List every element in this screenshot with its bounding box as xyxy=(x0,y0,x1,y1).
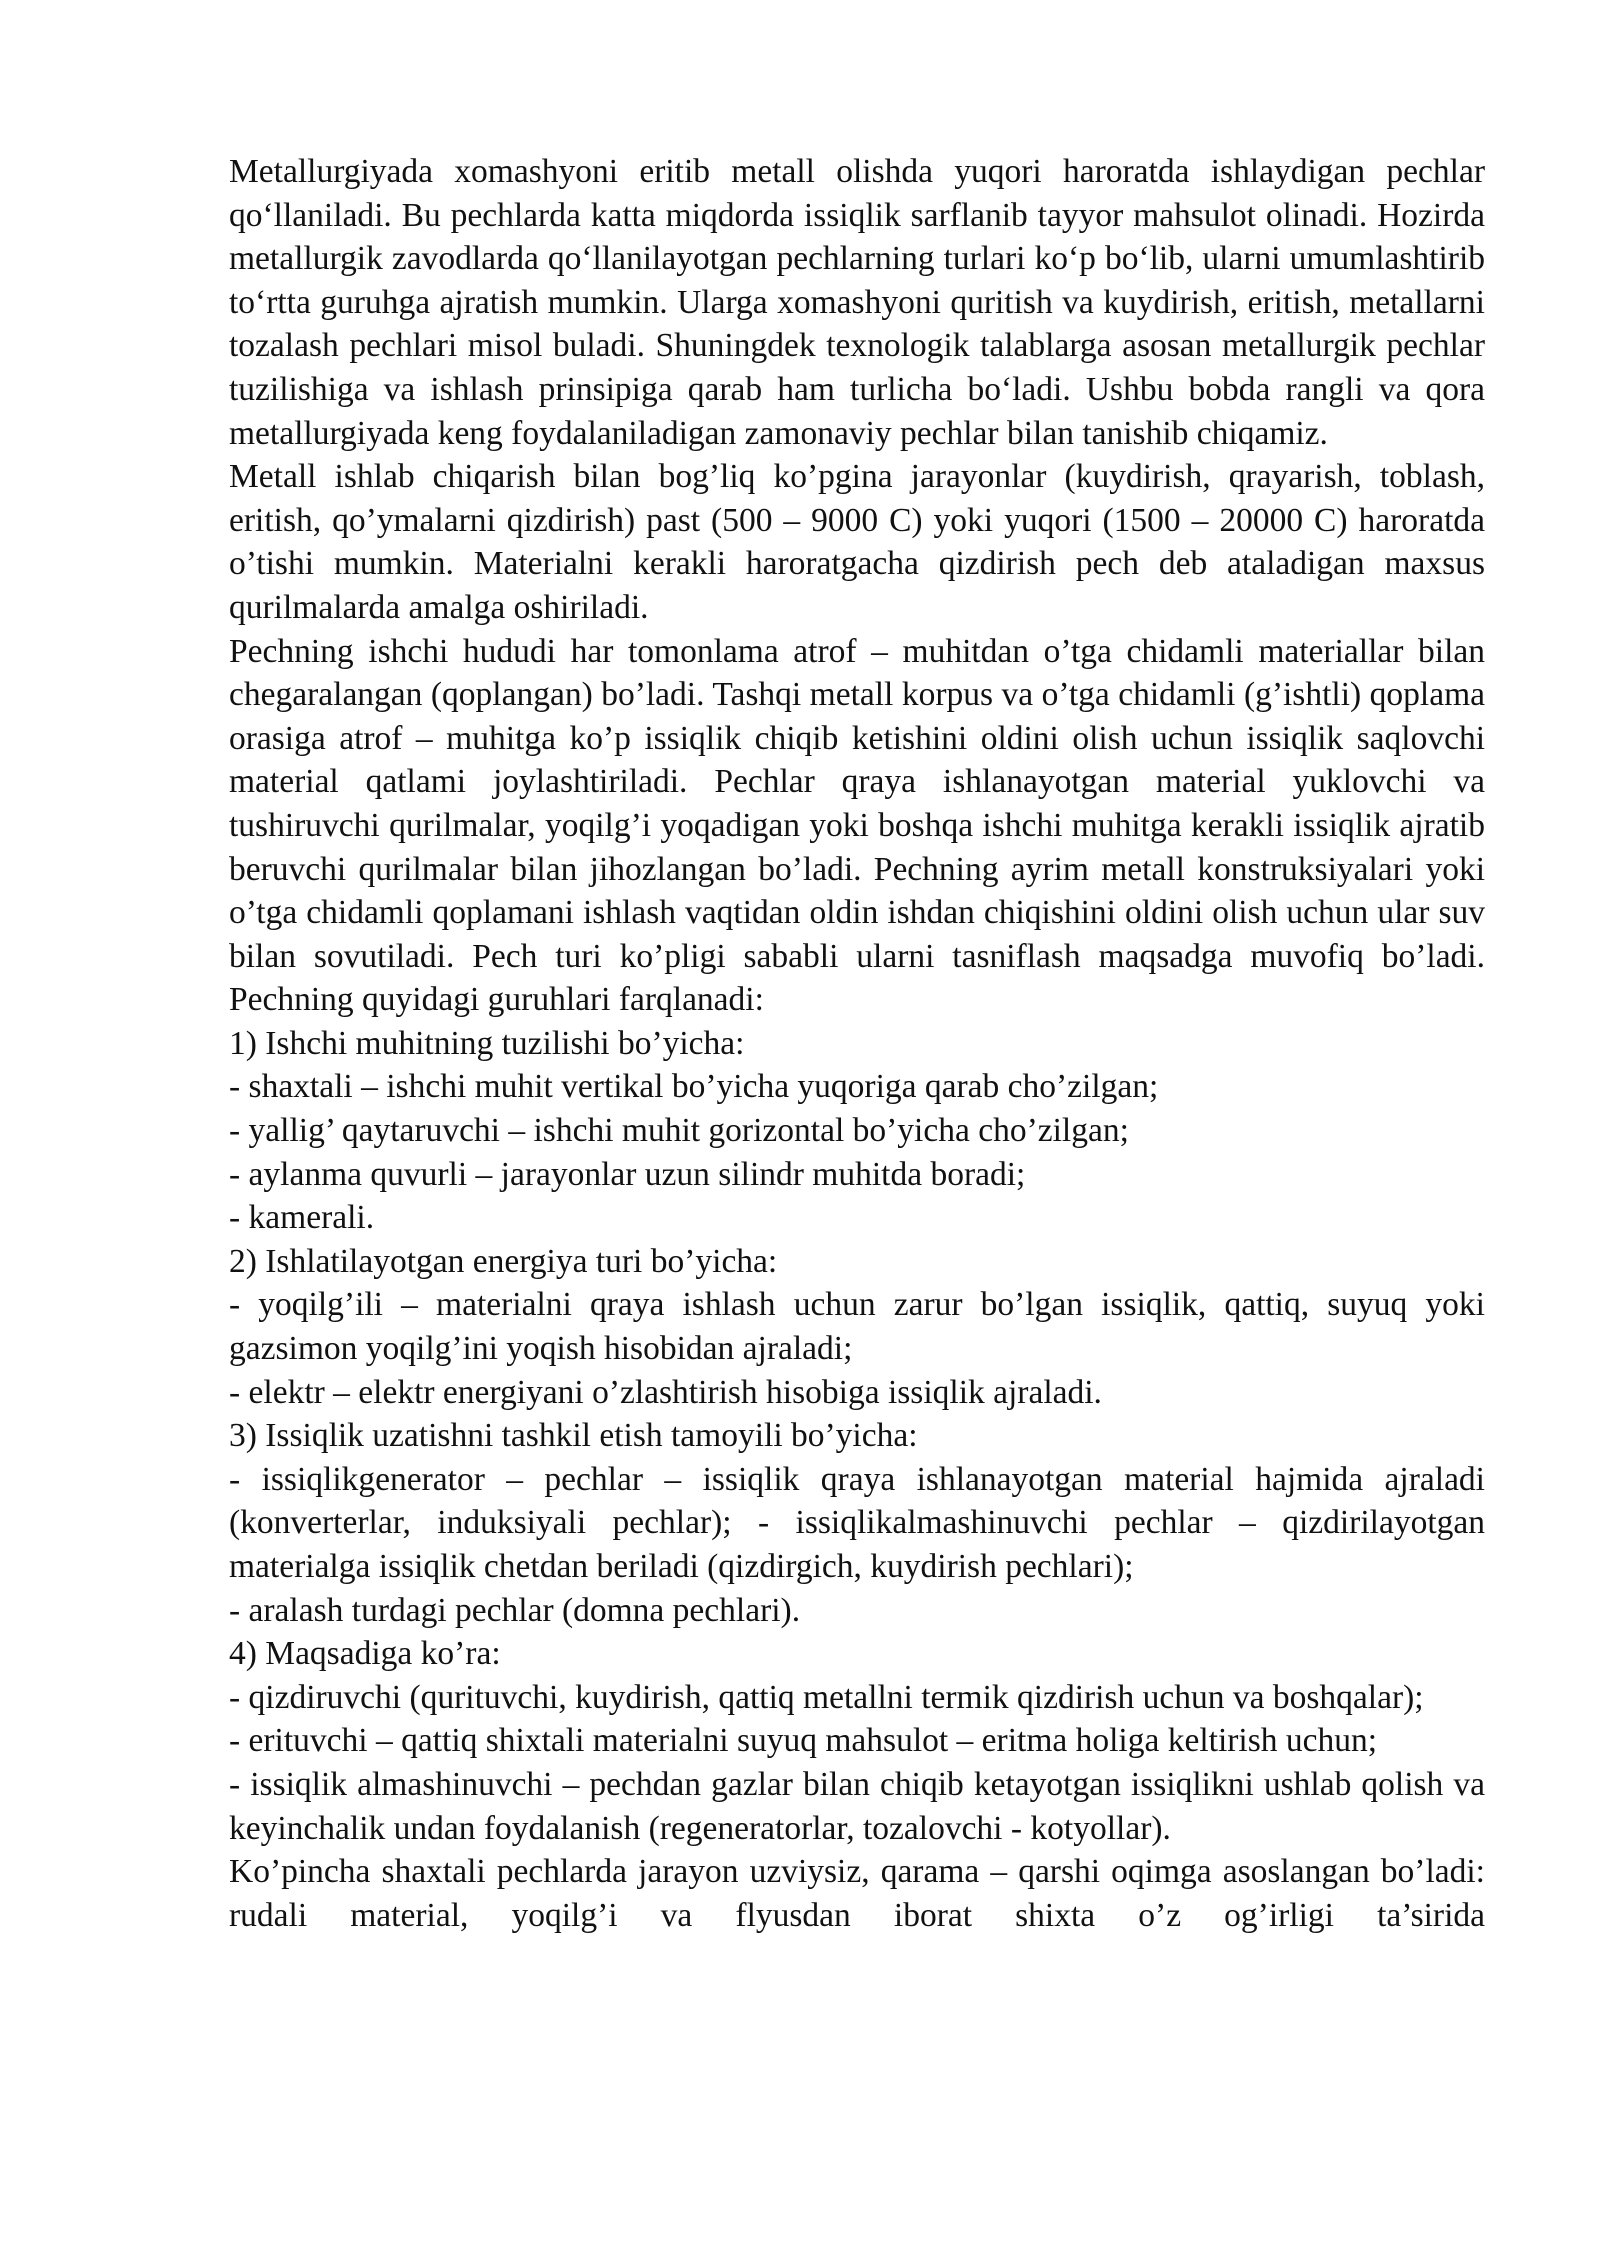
list-item: - elektr – elektr energiyani o’zlashtirish hisobiga issiqlik ajraladi. xyxy=(229,1373,1102,1411)
paragraph-temperature: Metall ishlab chiqarish bilan bog’liq ko’pgina jarayonlar (kuydirish, qrayarish, toblash, eritish, qo’ymalarni qizdirish) past (500 – 9000 C) yoki yuqori (1500 – 20000 C) haroratda o’tishi mumkin. Materialni kerakli haroratgacha qizdirish pech deb ataladigan maxsus qurilmalarda amalga oshiriladi. xyxy=(229,458,1485,626)
list-heading-structure: 1) Ishchi muhitning tuzilishi bo’yicha: xyxy=(229,1024,745,1062)
list-item: - issiqlik almashinuvchi – pechdan gazlar bilan chiqib ketayotgan issiqlikni ushlab qolish va keyinchalik undan foydalanish (regeneratorlar, tozalovchi - kotyollar). xyxy=(229,1765,1485,1847)
list-item: - aylanma quvurli – jarayonlar uzun silindr muhitda boradi; xyxy=(229,1155,1026,1193)
document-page xyxy=(229,150,1485,1937)
list-item: - qizdiruvchi (qurituvchi, kuydirish, qattiq metallni termik qizdirish uchun va boshqalar); xyxy=(229,1678,1424,1716)
list-item: - yallig’ qaytaruvchi – ishchi muhit gorizontal bo’yicha cho’zilgan; xyxy=(229,1112,1129,1150)
list-item: - kamerali. xyxy=(229,1199,375,1237)
list-item: - aralash turdagi pechlar (domna pechlari). xyxy=(229,1591,801,1629)
list-item: - shaxtali – ishchi muhit vertikal bo’yicha yuqoriga qarab cho’zilgan; xyxy=(229,1068,1159,1106)
list-item: - erituvchi – qattiq shixtali materialni suyuq mahsulot – eritma holiga keltirish uchun; xyxy=(229,1722,1378,1760)
paragraph-intro: Metallurgiyada xomashyoni eritib metall olishda yuqori haroratda ishlaydigan pechlar qo‘llaniladi. Bu pechlarda katta miqdorda issiqlik sarflanib tayyor mahsulot olinadi. Hozirda metallurgik zavodlarda qo‘llanilayotgan pechlarning turlari ko‘p bo‘lib, ularni umumlashtirib to‘rtta guruhga ajratish mumkin. Ularga xomashyoni quritish va kuydirish, eritish, metallarni tozalash pechlari misol buladi. Shuningdek texnologik talablarga asosan metallurgik pechlar tuzilishiga va ishlash prinsipiga qarab ham turlicha bo‘ladi. Ushbu bobda rangli va qora metallurgiyada keng foydalaniladigan zamonaviy pechlar bilan tanishib chiqamiz. xyxy=(229,153,1485,452)
paragraph-shaft-furnace: Ko’pincha shaxtali pechlarda jarayon uzviysiz, qarama – qarshi oqimga asoslangan bo’ladi: rudali material, yoqilg’i va flyusdan iborat shixta o’z og’irligi ta’sirida xyxy=(229,1853,1485,1934)
list-heading-heat-transfer: 3) Issiqlik uzatishni tashkil etish tamoyili bo’yicha: xyxy=(229,1417,918,1455)
list-item: - yoqilg’ili – materialni qraya ishlash uchun zarur bo’lgan issiqlik, qattiq, suyuq yoki gazsimon yoqilg’ini yoqish hisobidan ajraladi; xyxy=(229,1286,1485,1368)
list-heading-purpose: 4) Maqsadiga ko’ra: xyxy=(229,1635,501,1673)
paragraph-furnace-zone: Pechning ishchi hududi har tomonlama atrof – muhitdan o’tga chidamli materiallar bilan chegaralangan (qoplangan) bo’ladi. Tashqi metall korpus va o’tga chidamli (g’ishtli) qoplama orasiga atrof – muhitga ko’p issiqlik chiqib ketishini oldini olish uchun issiqlik saqlovchi material qatlami joylashtiriladi. Pechlar qraya ishlanayotgan material yuklovchi va tushiruvchi qurilmalar, yoqilg’i yoqadigan yoki boshqa ishchi muhitga kerakli issiqlik ajratib beruvchi qurilmalar bilan jihozlangan bo’ladi. Pechning ayrim metall konstruksiyalari yoki o’tga chidamli qoplamani ishlash vaqtidan oldin ishdan chiqishini oldini olish uchun ular suv bilan sovutiladi. Pech turi ko’pligi sababli ularni tasniflash maqsadga muvofiq bo’ladi. Pechning quyidagi guruhlari farqlanadi: xyxy=(229,632,1485,1019)
list-heading-energy: 2) Ishlatilayotgan energiya turi bo’yicha: xyxy=(229,1242,778,1280)
list-item: - issiqlikgenerator – pechlar – issiqlik qraya ishlanayotgan material hajmida ajraladi (konverterlar, induksiyali pechlar); - issiqlikalmashinuvchi pechlar – qizdirilayotgan materialga issiqlik chetdan beriladi (qizdirgich, kuydirish pechlari); xyxy=(229,1460,1485,1585)
